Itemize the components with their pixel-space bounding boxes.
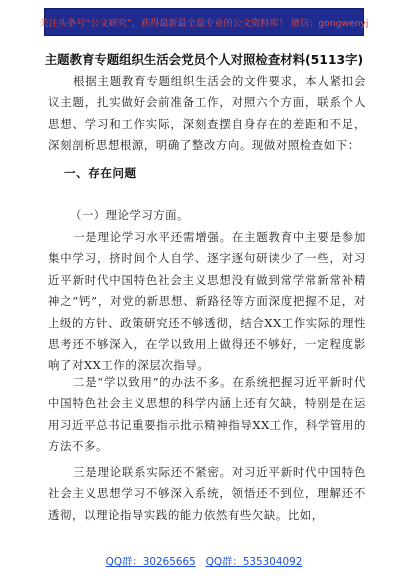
promo-banner — [39, 8, 369, 36]
promo-banner-text: 关注头条号“公文研究”，获得最新最全最专业的公文资料库！ 微信：gongwenyj — [39, 18, 369, 29]
paragraph-theory-level: 一是理论学习水平还需增强。在主题教育中主要是参加集中学习，挤时间个人自学、逐字逐句研读少了一些，对习近平新时代中国特色社会主义思想没有做到常学常新常补精神之“钙”，对党的新思想、新路径等方面深度把握不足，对上级的方针、政策研究还不够透彻，结合XX工作实际的理性思考还不够深入，在学以致用上做得还不够好，一定程度影响了对XX工作的深层次指导。 — [48, 230, 366, 373]
qq-group-link-2[interactable]: QQ群：535304092 — [205, 556, 303, 568]
qq-group-link-1[interactable]: QQ群：30265665 — [105, 556, 196, 568]
footer-contact — [0, 553, 408, 568]
intro-paragraph: 根据主题教育专题组织生活会的文件要求，本人紧扣会议主题，扎实做好会前准备工作，对照六个方面，联系个人思想、学习和工作实际，深刻查摆自身存在的差距和不足，深刻剖析思想根源，明确了整改方向。现做对照检查如下： — [48, 74, 366, 153]
document-title: 主题教育专题组织生活会党员个人对照检查材料(5113字) — [44, 52, 364, 67]
subsection-heading-theory-study: （一）理论学习方面。 — [70, 208, 189, 222]
section-heading-problems: 一、存在问题 — [64, 166, 137, 180]
paragraph-apply-learning: 二是“学以致用”的办法不多。在系统把握习近平新时代中国特色社会主义思想的科学内涵上还有欠缺，特别是在运用习近平总书记重要指示批示精神指导XX工作，科学管用的方法不多。 — [48, 375, 366, 454]
paragraph-theory-practice: 三是理论联系实际还不紧密。对习近平新时代中国特色社会主义思想学习不够深入系统，领悟还不到位，理解还不透彻，以理论指导实践的能力依然有些欠缺。比如， — [48, 465, 366, 522]
